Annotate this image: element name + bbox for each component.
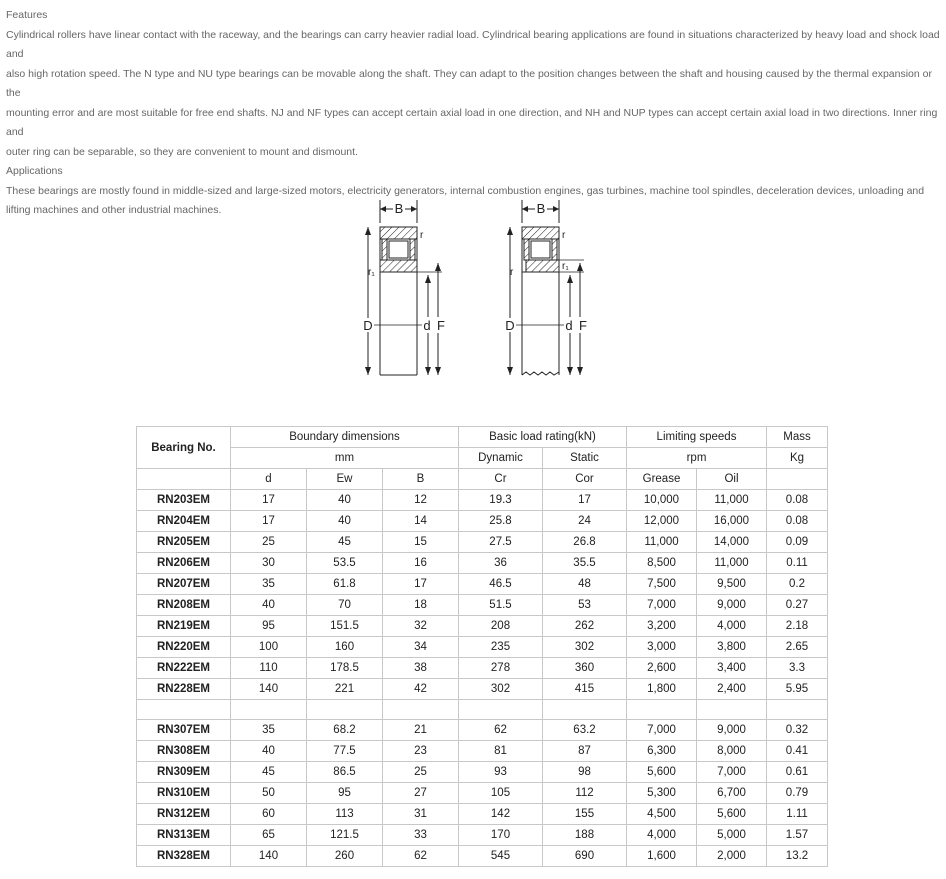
table-cell: 24 <box>543 511 627 532</box>
table-cell: 9,000 <box>697 595 767 616</box>
table-cell: 3,200 <box>627 616 697 637</box>
table-cell: 4,000 <box>627 825 697 846</box>
header-cr: Cr <box>459 469 543 490</box>
dimension-b <box>522 200 559 223</box>
description-section <box>6 6 942 221</box>
table-cell: 14,000 <box>697 532 767 553</box>
table-cell: 62 <box>383 846 459 867</box>
applications-line: lifting machines and other industrial machines. <box>6 204 222 216</box>
table-cell: 155 <box>543 804 627 825</box>
label-d-outer: D <box>363 318 373 333</box>
table-cell: 1,600 <box>627 846 697 867</box>
table-cell: 27 <box>383 783 459 804</box>
table-cell: 11,000 <box>697 490 767 511</box>
header-basic-load-rating: Basic load rating(kN) <box>459 427 627 448</box>
label-f: F <box>437 318 445 333</box>
table-cell: 50 <box>231 783 307 804</box>
table-spacer <box>137 700 828 720</box>
label-bore-d: d <box>423 318 431 333</box>
table-cell: 70 <box>307 595 383 616</box>
table-cell: 68.2 <box>307 720 383 741</box>
header-empty <box>767 469 828 490</box>
table-cell: 10,000 <box>627 490 697 511</box>
bearing-number-cell: RN204EM <box>137 511 231 532</box>
table-cell: 262 <box>543 616 627 637</box>
table-cell: 95 <box>231 616 307 637</box>
label-r: r <box>562 230 566 241</box>
bearing-number-cell: RN207EM <box>137 574 231 595</box>
table-cell: 2,400 <box>697 679 767 700</box>
table-cell: 0.61 <box>767 762 828 783</box>
table-cell: 16,000 <box>697 511 767 532</box>
bearing-number-cell: RN203EM <box>137 490 231 511</box>
features-line: Cylindrical rollers have linear contact with the raceway, and the bearings can carry heavier radial load. Cylindrical bearing applications are found in situations characterized by heavy load and shock load and <box>6 28 940 60</box>
table-cell: 690 <box>543 846 627 867</box>
table-cell: 0.27 <box>767 595 828 616</box>
table-cell: 38 <box>383 658 459 679</box>
table-cell: 1.57 <box>767 825 828 846</box>
table-cell: 0.08 <box>767 511 828 532</box>
bearing-number-cell: RN307EM <box>137 720 231 741</box>
table-cell: 8,500 <box>627 553 697 574</box>
table-row <box>137 595 828 616</box>
label-r: r <box>510 267 514 278</box>
table-cell: 35 <box>231 574 307 595</box>
table-cell: 5,300 <box>627 783 697 804</box>
table-cell: 27.5 <box>459 532 543 553</box>
table-cell: 0.09 <box>767 532 828 553</box>
table-row <box>137 762 828 783</box>
table-cell: 33 <box>383 825 459 846</box>
table-cell: 4,500 <box>627 804 697 825</box>
table-cell: 0.32 <box>767 720 828 741</box>
header-b: B <box>383 469 459 490</box>
label-b: B <box>536 201 546 216</box>
table-cell: 11,000 <box>697 553 767 574</box>
table-cell: 26.8 <box>543 532 627 553</box>
table-row <box>137 658 828 679</box>
label-r1: r₁ <box>562 261 569 272</box>
table-row <box>137 490 828 511</box>
table-cell: 1.11 <box>767 804 828 825</box>
table-row <box>137 846 828 867</box>
table-cell: 160 <box>307 637 383 658</box>
table-cell: 7,000 <box>627 595 697 616</box>
table-cell: 48 <box>543 574 627 595</box>
table-cell: 105 <box>459 783 543 804</box>
table-cell: 7,500 <box>627 574 697 595</box>
bearing-number-cell: RN220EM <box>137 637 231 658</box>
table-cell: 60 <box>231 804 307 825</box>
table-cell: 16 <box>383 553 459 574</box>
table-cell: 5,000 <box>697 825 767 846</box>
header-static: Static <box>543 448 627 469</box>
table-row <box>137 532 828 553</box>
table-cell: 98 <box>543 762 627 783</box>
table-row <box>137 616 828 637</box>
table-cell: 0.41 <box>767 741 828 762</box>
table-cell: 0.11 <box>767 553 828 574</box>
table-cell: 53 <box>543 595 627 616</box>
table-cell: 63.2 <box>543 720 627 741</box>
table-cell: 100 <box>231 637 307 658</box>
table-cell: 34 <box>383 637 459 658</box>
table-cell: 7,000 <box>627 720 697 741</box>
table-row <box>137 574 828 595</box>
table-cell: 170 <box>459 825 543 846</box>
table-cell: 3,000 <box>627 637 697 658</box>
table-cell: 5,600 <box>697 804 767 825</box>
table-row <box>137 679 828 700</box>
table-cell: 15 <box>383 532 459 553</box>
table-cell: 208 <box>459 616 543 637</box>
table-cell: 2,000 <box>697 846 767 867</box>
table-cell: 65 <box>231 825 307 846</box>
table-cell: 86.5 <box>307 762 383 783</box>
table-cell: 5,600 <box>627 762 697 783</box>
table-cell: 17 <box>383 574 459 595</box>
table-cell: 302 <box>459 679 543 700</box>
table-cell: 40 <box>307 511 383 532</box>
table-cell: 17 <box>231 490 307 511</box>
applications-heading: Applications <box>6 165 63 177</box>
table-cell: 5.95 <box>767 679 828 700</box>
table-cell: 112 <box>543 783 627 804</box>
table-row <box>137 783 828 804</box>
table-cell: 46.5 <box>459 574 543 595</box>
table-cell: 11,000 <box>627 532 697 553</box>
table-cell: 7,000 <box>697 762 767 783</box>
bearing-number-cell: RN219EM <box>137 616 231 637</box>
table-cell: 19.3 <box>459 490 543 511</box>
table-cell: 3,800 <box>697 637 767 658</box>
table-cell: 45 <box>307 532 383 553</box>
table-cell: 42 <box>383 679 459 700</box>
table-cell: 178.5 <box>307 658 383 679</box>
table-cell: 30 <box>231 553 307 574</box>
table-cell: 360 <box>543 658 627 679</box>
header-bearing-no: Bearing No. <box>137 427 231 469</box>
header-unit-rpm: rpm <box>627 448 767 469</box>
label-r1: r₁ <box>368 267 375 278</box>
header-dynamic: Dynamic <box>459 448 543 469</box>
table-cell: 110 <box>231 658 307 679</box>
bearing-number-cell: RN205EM <box>137 532 231 553</box>
table-cell: 221 <box>307 679 383 700</box>
label-b: B <box>394 201 404 216</box>
bearing-number-cell: RN313EM <box>137 825 231 846</box>
table-cell: 18 <box>383 595 459 616</box>
bearing-number-cell: RN310EM <box>137 783 231 804</box>
table-cell: 14 <box>383 511 459 532</box>
table-cell: 415 <box>543 679 627 700</box>
header-boundary-dimensions: Boundary dimensions <box>231 427 459 448</box>
label-d-outer: D <box>505 318 515 333</box>
table-cell: 77.5 <box>307 741 383 762</box>
bearing-spec-table <box>136 426 828 867</box>
bearing-diagram-left <box>360 195 450 385</box>
table-cell: 35.5 <box>543 553 627 574</box>
table-cell: 95 <box>307 783 383 804</box>
header-oil: Oil <box>697 469 767 490</box>
table-cell: 278 <box>459 658 543 679</box>
table-cell: 45 <box>231 762 307 783</box>
label-bore-d: d <box>565 318 573 333</box>
table-cell: 81 <box>459 741 543 762</box>
table-cell: 12,000 <box>627 511 697 532</box>
table-cell: 36 <box>459 553 543 574</box>
table-cell: 25.8 <box>459 511 543 532</box>
table-cell: 35 <box>231 720 307 741</box>
bearing-diagram-right <box>502 195 592 385</box>
dimension-b <box>380 200 417 223</box>
table-cell: 40 <box>231 595 307 616</box>
table-cell: 40 <box>307 490 383 511</box>
table-cell: 8,000 <box>697 741 767 762</box>
table-cell: 0.2 <box>767 574 828 595</box>
table-row <box>137 825 828 846</box>
table-cell: 40 <box>231 741 307 762</box>
table-cell: 142 <box>459 804 543 825</box>
table-cell: 140 <box>231 679 307 700</box>
table-cell: 93 <box>459 762 543 783</box>
header-cor: Cor <box>543 469 627 490</box>
table-row <box>137 804 828 825</box>
table-row <box>137 741 828 762</box>
table-row <box>137 637 828 658</box>
table-cell: 3.3 <box>767 658 828 679</box>
table-cell: 6,300 <box>627 741 697 762</box>
table-cell: 4,000 <box>697 616 767 637</box>
table-row <box>137 511 828 532</box>
table-cell: 25 <box>383 762 459 783</box>
table-cell: 0.79 <box>767 783 828 804</box>
table-cell: 12 <box>383 490 459 511</box>
table-cell: 23 <box>383 741 459 762</box>
table-cell: 1,800 <box>627 679 697 700</box>
header-d: d <box>231 469 307 490</box>
bearing-number-cell: RN206EM <box>137 553 231 574</box>
table-cell: 140 <box>231 846 307 867</box>
table-cell: 188 <box>543 825 627 846</box>
label-r: r <box>420 230 424 241</box>
table-cell: 6,700 <box>697 783 767 804</box>
table-cell: 2.18 <box>767 616 828 637</box>
features-line: also high rotation speed. The N type and NU type bearings can be movable along the shaft. They can adapt to the position changes between the shaft and housing caused by the thermal expansion or the <box>6 67 932 99</box>
label-f: F <box>579 318 587 333</box>
bearing-number-cell: RN328EM <box>137 846 231 867</box>
table-cell: 9,000 <box>697 720 767 741</box>
header-empty <box>137 469 231 490</box>
table-cell: 25 <box>231 532 307 553</box>
bearing-number-cell: RN228EM <box>137 679 231 700</box>
table-cell: 21 <box>383 720 459 741</box>
header-mass: Mass <box>767 427 828 448</box>
bearing-number-cell: RN309EM <box>137 762 231 783</box>
table-cell: 2.65 <box>767 637 828 658</box>
table-cell: 151.5 <box>307 616 383 637</box>
table-cell: 0.08 <box>767 490 828 511</box>
table-cell: 31 <box>383 804 459 825</box>
table-cell: 87 <box>543 741 627 762</box>
bearing-number-cell: RN208EM <box>137 595 231 616</box>
table-cell: 9,500 <box>697 574 767 595</box>
table-group-3-series <box>137 720 828 867</box>
table-cell: 53.5 <box>307 553 383 574</box>
table-cell: 235 <box>459 637 543 658</box>
table-cell: 302 <box>543 637 627 658</box>
table-cell: 61.8 <box>307 574 383 595</box>
header-grease: Grease <box>627 469 697 490</box>
table-cell: 17 <box>543 490 627 511</box>
header-unit-kg: Kg <box>767 448 828 469</box>
table-cell: 545 <box>459 846 543 867</box>
table-cell: 2,600 <box>627 658 697 679</box>
header-ew: Ew <box>307 469 383 490</box>
features-line: mounting error and are most suitable for free end shafts. NJ and NF types can accept certain axial load in one direction, and NH and NUP types can accept certain axial load in two directions. Inner ring and <box>6 106 938 138</box>
table-cell: 62 <box>459 720 543 741</box>
table-row <box>137 553 828 574</box>
table-row <box>137 720 828 741</box>
table-cell: 113 <box>307 804 383 825</box>
table-cell: 260 <box>307 846 383 867</box>
table-cell: 17 <box>231 511 307 532</box>
features-line: outer ring can be separable, so they are convenient to mount and dismount. <box>6 145 358 158</box>
table-cell: 3,400 <box>697 658 767 679</box>
table-cell: 32 <box>383 616 459 637</box>
bearing-number-cell: RN222EM <box>137 658 231 679</box>
table-cell: 121.5 <box>307 825 383 846</box>
header-limiting-speeds: Limiting speeds <box>627 427 767 448</box>
applications-line: These bearings are mostly found in middle-sized and large-sized motors, electricity generators, internal combustion engines, gas turbines, machine tool spindles, deceleration devices, unloading and <box>6 184 925 197</box>
bearing-number-cell: RN308EM <box>137 741 231 762</box>
features-heading: Features <box>6 9 48 21</box>
bearing-number-cell: RN312EM <box>137 804 231 825</box>
header-unit-mm: mm <box>231 448 459 469</box>
table-group-2-series <box>137 490 828 700</box>
table-cell: 13.2 <box>767 846 828 867</box>
table-cell: 51.5 <box>459 595 543 616</box>
